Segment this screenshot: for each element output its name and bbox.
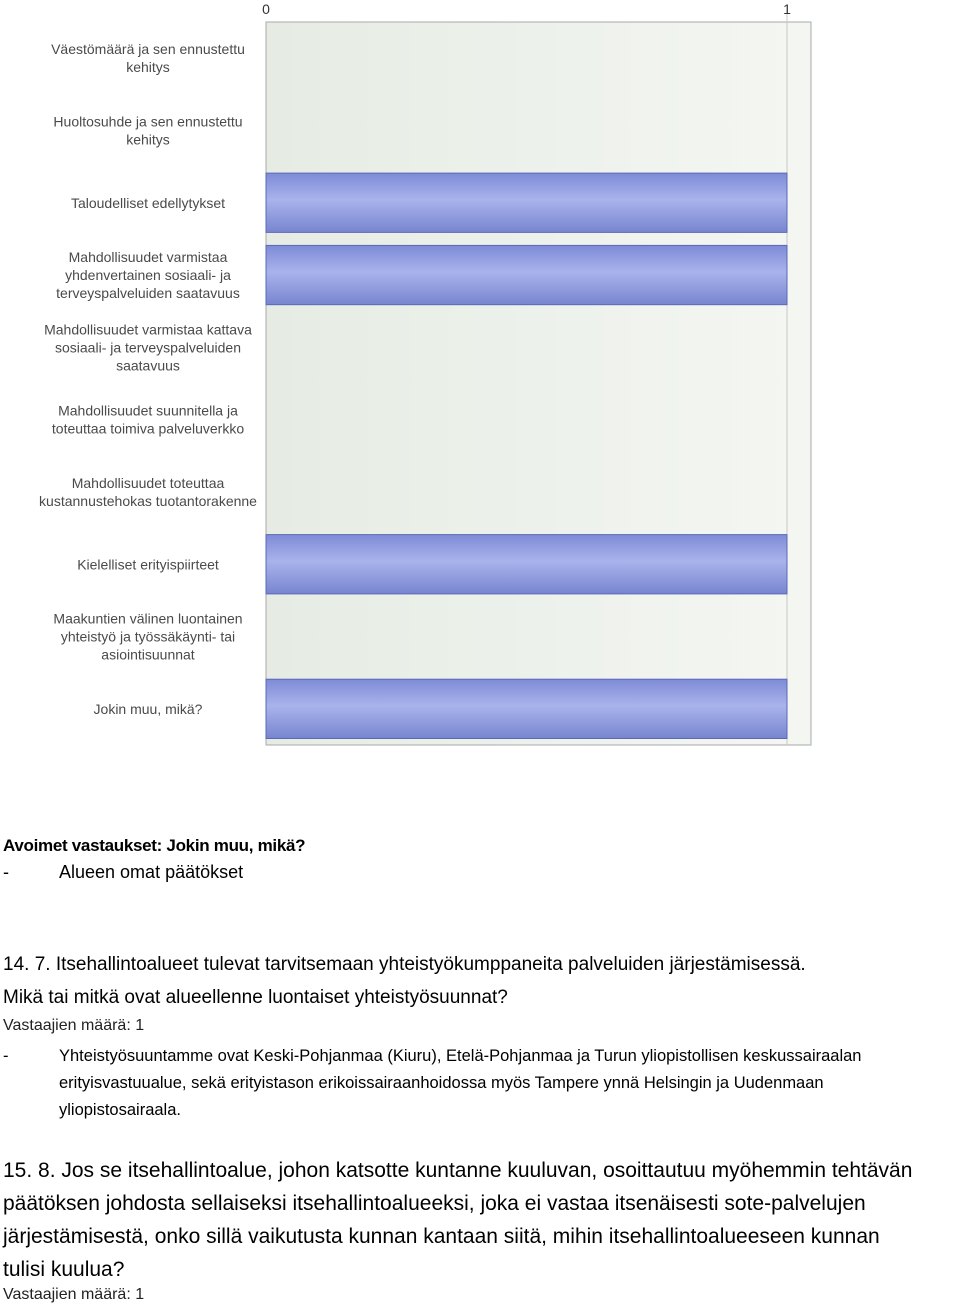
plot-background (266, 22, 811, 745)
question-15-respondents: Vastaajien määrä: 1 (3, 1286, 145, 1303)
question-15-title-line3: järjestämisestä, onko sillä vaikutusta kunnan kantaan siitä, mihin itsehallintoalueeseen kunnan (3, 1225, 880, 1248)
question-14-respondents: Vastaajien määrä: 1 (3, 1017, 145, 1034)
category-label: Huoltosuhde ja sen ennustettu kehitys (53, 113, 243, 148)
category-label: Väestömäärä ja sen ennustettu kehitys (51, 41, 245, 76)
bar (266, 679, 787, 738)
category-label: Jokin muu, mikä? (93, 700, 203, 717)
category-label: Mahdollisuudet varmistaa yhdenvertainen sosiaali- ja terveyspalveluiden saatavuus (56, 249, 240, 302)
answer-line: erityisvastuualue, sekä erityistason erikoissairaanhoidossa myös Tampere ynnä Helsingin ja Uudenmaan (59, 1074, 824, 1092)
x-tick-label: 1 (783, 1, 791, 17)
dash-bullet: - (3, 862, 9, 882)
category-label: Maakuntien välinen luontainen yhteistyö ja työssäkäynti- tai asiointisuunnat (53, 610, 243, 663)
question-14-title-line1: 14. 7. Itsehallintoalueet tulevat tarvitsemaan yhteistyökumppaneita palveluiden järjestämisessä. (3, 954, 806, 975)
bar (266, 245, 787, 304)
open-answers-title: Avoimet vastaukset: Jokin muu, mikä? (3, 836, 306, 855)
x-tick-label: 0 (262, 1, 270, 17)
open-answers-section (3, 836, 960, 883)
bar (266, 535, 787, 594)
question-14-section (3, 948, 960, 1124)
category-label: Taloudelliset edellytykset (70, 194, 226, 211)
question-15-title-line1: 15. 8. Jos se itsehallintoalue, johon katsotte kuntanne kuuluvan, osoittautuu myöhemmin tehtävän (3, 1159, 913, 1182)
category-label: Kielelliset erityispiirteet (77, 556, 219, 573)
question-15-title-line2: päätöksen johdosta sellaiseksi itsehallintoalueeksi, joka ei vastaa itsenäisesti sote-palvelujen (3, 1192, 866, 1215)
category-label: Mahdollisuudet toteuttaa kustannustehokas tuotantorakenne (39, 474, 257, 509)
question-15-title-line4: tulisi kuulua? (3, 1258, 125, 1281)
answer-line: Yhteistyösuuntamme ovat Keski-Pohjanmaa (Kiuru), Etelä-Pohjanmaa ja Turun yliopistollisen keskussairaalan (59, 1047, 862, 1065)
bar (266, 173, 787, 232)
category-label: Mahdollisuudet varmistaa kattava sosiaali- ja terveyspalveluiden saatavuus (44, 321, 252, 374)
dash-bullet: - (3, 1047, 9, 1065)
question-14-title-line2: Mikä tai mitkä ovat alueellenne luontaiset yhteistyösuunnat? (3, 987, 508, 1008)
open-answer-item (3, 862, 960, 883)
answer-text (59, 1043, 861, 1124)
question-14-answer (3, 1043, 960, 1124)
answer-line: yliopistosairaala. (59, 1101, 181, 1119)
question-15-section (3, 1154, 960, 1304)
open-answer-text: Alueen omat päätökset (59, 862, 244, 882)
category-label: Mahdollisuudet suunnitella ja toteuttaa toimiva palveluverkko (51, 402, 245, 437)
